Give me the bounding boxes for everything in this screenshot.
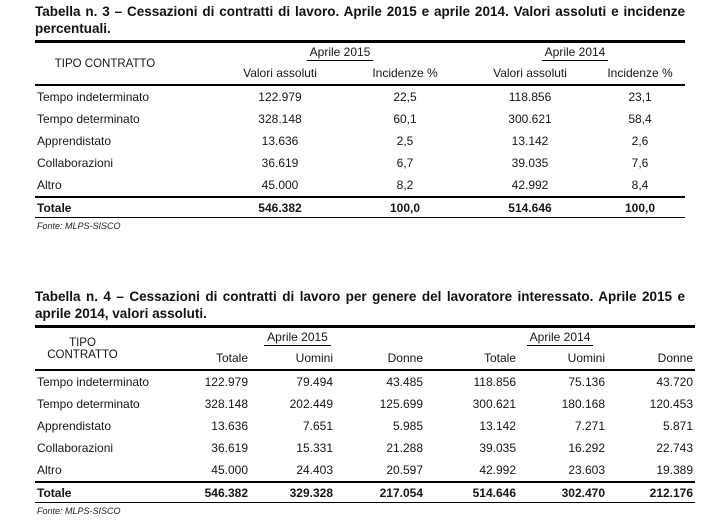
table3-total-row: [35, 197, 685, 218]
table4-group-aprile-2014: [425, 327, 695, 348]
cell-value: 122.979: [258, 90, 302, 104]
cell-value: 180.168: [561, 397, 606, 411]
row-label: Apprendistato: [37, 134, 112, 148]
cell-value: 43.720: [656, 375, 694, 389]
table-row: [35, 85, 685, 108]
cell-value: 75.136: [568, 375, 606, 389]
total-value: 514.646: [465, 197, 595, 218]
row-label: Tempo determinato: [37, 112, 140, 126]
total-value: 329.328: [250, 482, 335, 503]
total-value: 212.176: [607, 482, 695, 503]
table3-header: [35, 42, 685, 86]
cell-value: 328.148: [204, 397, 248, 411]
cell-value: 2,5: [396, 134, 414, 148]
row-label: Collaborazioni: [37, 441, 114, 455]
cell-value: 22,5: [393, 90, 417, 104]
cell-value: 122.979: [204, 375, 248, 389]
cell-value: 202.449: [289, 397, 333, 411]
cell-value: 13.636: [211, 419, 248, 433]
group-label-aprile-2014: Aprile 2014: [542, 45, 609, 61]
row-label: Tempo indeterminato: [37, 375, 150, 389]
cell-value: 2,6: [631, 134, 649, 148]
table3-subheader-incidenze-2014: Incidenze %: [595, 62, 685, 85]
row-label: Altro: [37, 178, 62, 192]
table4-source-note: Fonte: MLPS-SISCO: [37, 506, 121, 516]
table4-row-header: TIPO CONTRATTO: [35, 327, 170, 371]
table3-subheader-valori-assoluti-2015: Valori assoluti: [215, 62, 345, 85]
cell-value: 16.292: [568, 441, 606, 455]
cell-value: 36.619: [211, 441, 248, 455]
table3-row-header: TIPO CONTRATTO: [35, 42, 215, 86]
table4-group-header-row: [35, 327, 695, 348]
table-row: [35, 130, 685, 152]
total-value: 546.382: [215, 197, 345, 218]
cell-value: 39.035: [479, 441, 517, 455]
cell-value: 19.389: [656, 463, 694, 477]
table3-subheader-valori-assoluti-2014: Valori assoluti: [465, 62, 595, 85]
total-value: 546.382: [170, 482, 250, 503]
total-value: 302.470: [518, 482, 607, 503]
table-row: [35, 370, 695, 393]
cell-value: 118.856: [473, 375, 517, 389]
table3-group-aprile-2014: [465, 42, 685, 63]
table-row: [35, 437, 695, 459]
cell-value: 7.271: [574, 419, 606, 433]
cell-value: 24.403: [296, 463, 333, 477]
table-row: [35, 174, 685, 197]
table4-title: Tabella n. 4 – Cessazioni di contratti di lavoro per genere del lavoratore interessato. Aprile 2015 e aprile 2014, valori assoluti.: [35, 289, 685, 321]
row-label: Tempo determinato: [37, 397, 140, 411]
cell-value: 13.636: [261, 134, 299, 148]
total-value: 100,0: [345, 197, 465, 218]
cell-value: 8,2: [396, 178, 414, 192]
section-spacer: [35, 231, 714, 288]
table-row: [35, 459, 695, 482]
cell-value: 300.621: [508, 112, 552, 126]
table3-body: [35, 85, 685, 218]
cell-value: 125.699: [379, 397, 424, 411]
cell-value: 15.331: [296, 441, 333, 455]
row-label: Apprendistato: [37, 419, 112, 433]
cell-value: 8,4: [631, 178, 649, 192]
table4-subheader-totale-2015: Totale: [170, 347, 250, 370]
table3-section: [35, 3, 685, 231]
cell-value: 5.985: [392, 419, 424, 433]
total-value: 217.054: [335, 482, 425, 503]
cell-value: 21.288: [386, 441, 424, 455]
cell-value: 79.494: [296, 375, 333, 389]
row-label: Tempo indeterminato: [37, 90, 150, 104]
total-value: 514.646: [425, 482, 518, 503]
total-label: Totale: [35, 197, 215, 218]
cell-value: 36.619: [261, 156, 299, 170]
cell-value: 60,1: [393, 112, 417, 126]
cell-value: 300.621: [472, 397, 517, 411]
cell-value: 23.603: [568, 463, 606, 477]
cell-value: 13.142: [479, 419, 517, 433]
table3-subheader-incidenze-2015: Incidenze %: [345, 62, 465, 85]
group-label-aprile-2015: Aprile 2015: [264, 330, 331, 346]
cell-value: 118.856: [508, 90, 552, 104]
table4-header: [35, 327, 695, 371]
table4-group-aprile-2015: [170, 327, 425, 348]
cell-value: 6,7: [396, 156, 414, 170]
row-label: Altro: [37, 463, 62, 477]
table3-source-note: Fonte: MLPS-SISCO: [37, 221, 121, 231]
cell-value: 58,4: [628, 112, 652, 126]
table4-subheader-donne-2015: Donne: [335, 347, 425, 370]
group-label-aprile-2014: Aprile 2014: [527, 330, 594, 346]
group-label-aprile-2015: Aprile 2015: [307, 45, 374, 61]
table4-body: [35, 370, 695, 503]
table4-subheader-donne-2014: Donne: [607, 347, 695, 370]
table3: [35, 40, 685, 218]
cell-value: 45.000: [211, 463, 248, 477]
cell-value: 39.035: [511, 156, 549, 170]
total-label: Totale: [35, 482, 170, 503]
total-value: 100,0: [595, 197, 685, 218]
table4: [35, 325, 695, 503]
table4-total-row: [35, 482, 695, 503]
cell-value: 5.871: [663, 419, 694, 433]
cell-value: 7,6: [631, 156, 649, 170]
table3-group-aprile-2015: [215, 42, 465, 63]
table4-subheader-totale-2014: Totale: [425, 347, 518, 370]
table-row: [35, 393, 695, 415]
table-row: [35, 415, 695, 437]
cell-value: 43.485: [386, 375, 424, 389]
cell-value: 13.142: [511, 134, 549, 148]
cell-value: 120.453: [649, 397, 694, 411]
table4-subheader-uomini-2015: Uomini: [250, 347, 335, 370]
cell-value: 20.597: [386, 463, 424, 477]
row-label: Collaborazioni: [37, 156, 114, 170]
table3-title: Tabella n. 3 – Cessazioni di contratti di lavoro. Aprile 2015 e aprile 2014. Valori assoluti e incidenze percentuali.: [35, 4, 685, 36]
table-row: [35, 152, 685, 174]
cell-value: 22.743: [656, 441, 694, 455]
cell-value: 23,1: [628, 90, 652, 104]
table-row: [35, 108, 685, 130]
table4-section: [35, 288, 694, 516]
table4-subheader-uomini-2014: Uomini: [518, 347, 607, 370]
cell-value: 45.000: [261, 178, 299, 192]
cell-value: 328.148: [258, 112, 302, 126]
cell-value: 7.651: [302, 419, 333, 433]
table3-group-header-row: [35, 42, 685, 63]
cell-value: 42.992: [479, 463, 517, 477]
cell-value: 42.992: [511, 178, 549, 192]
